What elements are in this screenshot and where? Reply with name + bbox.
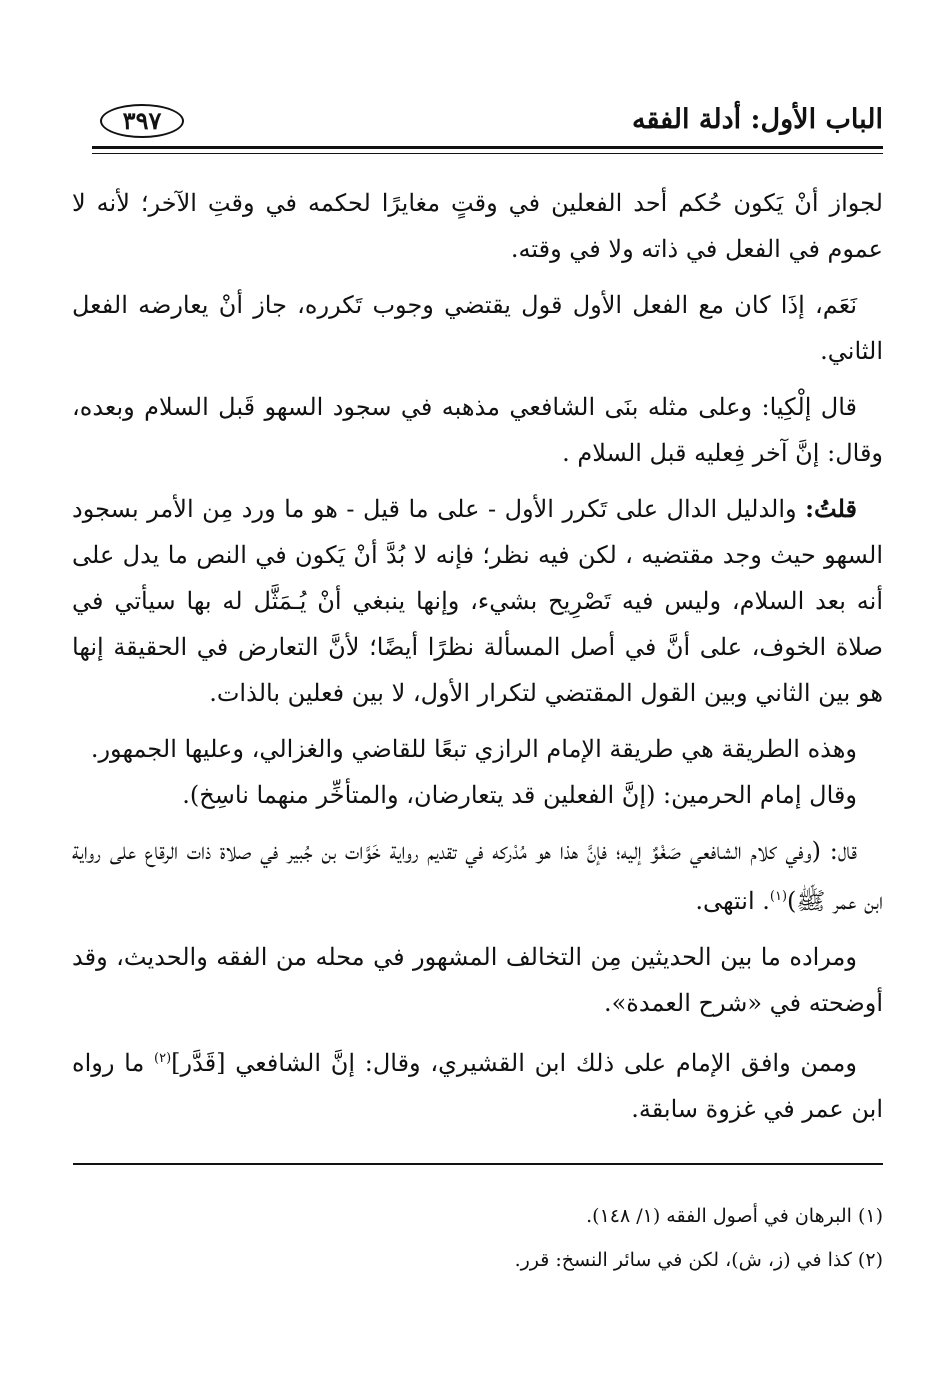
page-number: ٣٩٧	[100, 104, 184, 138]
paragraph-7-text: قال: (وفي كلام الشافعي صَغْوٌ إليه؛ فإنَّ هذا هو مُدْركه في تقديم رواية خَوَّات بن جُبير في صلاة ذات الرقاع على رواية ابن عمر ﷺ)	[72, 837, 883, 915]
page-header	[72, 98, 883, 148]
paragraph-4	[72, 486, 883, 716]
paragraph-8: ومراده ما بين الحديثين مِن التخالف المشهور في محله من الفقه والحديث، وقد أوضحته في «شرح العمدة».	[72, 943, 883, 1017]
footnote-2: (٢) كذا في (ز، ش)، لكن في سائر النسخ: قرر.	[514, 1249, 883, 1271]
paragraph-4-lead: قلتُ:	[805, 494, 857, 523]
paragraph-9-end: ما رواه ابن عمر في غزوة سابقة.	[72, 1049, 883, 1123]
footnote-ref-2: (٢)	[154, 1051, 172, 1066]
paragraph-9	[72, 1036, 883, 1132]
footnotes	[72, 1194, 883, 1282]
paragraph-4-text: والدليل الدال على تَكرر الأول - على ما قيل - هو ما ورد مِن الأمر بسجود السهو حيث وجد مقتضيه ، لكن فيه نظر؛ فإنه لا بُدَّ أنْ يَكون في النص ما يدل على أنه بعد السلام، وليس فيه تَصْرِيح بشيء، وإنها ينبغي أنْ يُـمَثَّل له بها سيأتي في صلاة الخوف، على أنَّ في أصل المسألة نظرًا أيضًا؛ لأنَّ التعارض في الحقيقة إنها هو بين الثاني وبين القول المقتضي لتكرار الأول، لا بين فعلين بالذات.	[72, 495, 883, 707]
footnote-ref-1: (١)	[769, 889, 788, 904]
chapter-title: الباب الأول: أدلة الفقه	[632, 104, 883, 135]
footnote-1: (١) البرهان في أصول الفقه (١/ ١٤٨).	[586, 1205, 883, 1227]
paragraph-7-end: . انتهى.	[695, 887, 770, 915]
paragraph-7	[72, 828, 883, 924]
paragraph-3: قال إلْكِيا: وعلى مثله بنَى الشافعي مذهبه في سجود السهو قَبل السلام وبعده، وقال: إنَّ آخر فِعليه قبل السلام .	[72, 393, 883, 467]
paragraph-1: لجواز أنْ يَكون حُكم أحد الفعلين في وقتٍ مغايرًا لحكمه في وقتِ الآخر؛ لأنه لا عموم في الفعل في ذاته ولا في وقته.	[72, 189, 883, 263]
paragraph-5: وهذه الطريقة هي طريقة الإمام الرازي تبعًا للقاضي والغزالي، وعليها الجمهور.	[90, 735, 857, 763]
paragraph-6: وقال إمام الحرمين: (إنَّ الفعلين قد يتعارضان، والمتأخِّر منهما ناسِخ).	[182, 781, 857, 809]
body-text	[72, 180, 883, 1142]
paragraph-2: نَعَم، إذَا كان مع الفعل الأول قول يقتضي وجوب تَكرره، جاز أنْ يعارضه الفعل الثاني.	[72, 291, 883, 365]
header-rule-thin	[92, 153, 883, 154]
footnote-divider	[73, 1163, 883, 1165]
header-rule-thick	[92, 146, 883, 149]
paragraph-9-text: وممن وافق الإمام على ذلك ابن القشيري، وقال: إنَّ الشافعي [قَدَّر]	[171, 1049, 857, 1077]
